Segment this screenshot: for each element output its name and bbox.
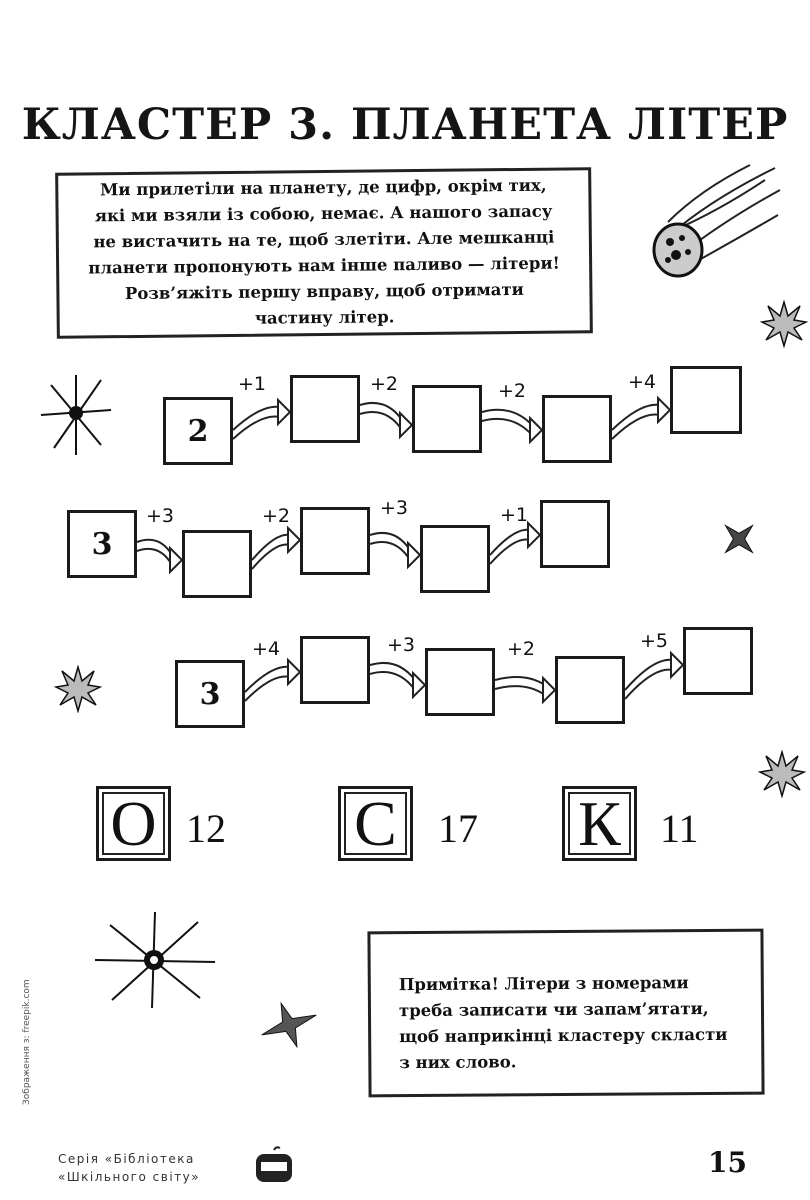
letter-box: С <box>338 786 413 861</box>
connector-arrow <box>490 523 540 564</box>
operation-label: +3 <box>387 634 416 656</box>
operation-label: +2 <box>262 505 291 527</box>
connector-arrow <box>612 398 670 439</box>
answer-box[interactable] <box>542 395 612 463</box>
answer-box[interactable] <box>555 656 625 724</box>
answer-box[interactable] <box>300 507 370 575</box>
operation-label: +2 <box>370 373 399 395</box>
letter-box: О <box>96 786 171 861</box>
image-credit: Зображення з: freepik.com <box>22 979 32 1105</box>
answer-box[interactable] <box>420 525 490 593</box>
connector-arrow <box>625 653 683 699</box>
operation-label: +4 <box>628 371 657 393</box>
operation-label: +2 <box>498 380 527 402</box>
note-text: Примітка! Літери з номерами треба записати чи запам’ятати, щоб наприкінці кластеру скласти з них слово. <box>398 973 728 1073</box>
answer-box[interactable] <box>425 648 495 716</box>
connector-arrow <box>233 400 290 439</box>
chain-start-box: 3 <box>67 510 137 578</box>
letter-number: 12 <box>186 806 226 851</box>
connector-arrow <box>252 528 300 569</box>
series-label: Серія «Бібліотека «Шкільного світу» <box>58 1152 201 1184</box>
operation-label: +1 <box>500 504 529 526</box>
chain-start-box: 2 <box>163 397 233 465</box>
chain-start-box: 3 <box>175 660 245 728</box>
publisher-logo-icon <box>252 1146 296 1184</box>
operation-label: +2 <box>507 638 536 660</box>
intro-text: Ми прилетіли на планету, де цифр, окрім тих, які ми взяли із собою, немає. А нашого запасу не вистачить на те, щоб злетіти. Але мешканці планети пропонують нам інше паливо — літери! Розв’яжіть першу вправу, щоб отримати частину літер. <box>88 175 560 328</box>
operation-label: +4 <box>252 638 281 660</box>
answer-box[interactable] <box>300 636 370 704</box>
answer-box[interactable] <box>412 385 482 453</box>
connector-arrow <box>137 540 182 572</box>
answer-box[interactable] <box>290 375 360 443</box>
answer-box[interactable] <box>683 627 753 695</box>
answer-box[interactable] <box>540 500 610 568</box>
connector-arrow <box>360 403 412 437</box>
letter-box: К <box>562 786 637 861</box>
letter-number: 11 <box>660 806 699 851</box>
operation-label: +5 <box>640 630 669 652</box>
page-number: 15 <box>708 1146 747 1179</box>
connector-arrow <box>495 677 555 702</box>
connector-arrow <box>482 410 542 442</box>
connector-arrow <box>370 533 420 567</box>
connector-arrow <box>370 663 425 697</box>
letter-number: 17 <box>438 806 478 851</box>
answer-box[interactable] <box>670 366 742 434</box>
answer-box[interactable] <box>182 530 252 598</box>
connector-arrow <box>245 660 300 701</box>
note-box <box>367 929 764 1098</box>
operation-label: +3 <box>146 505 175 527</box>
operation-label: +3 <box>380 497 409 519</box>
page-title: КЛАСТЕР 3. ПЛАНЕТА ЛІТЕР <box>21 100 789 150</box>
operation-label: +1 <box>238 373 267 395</box>
